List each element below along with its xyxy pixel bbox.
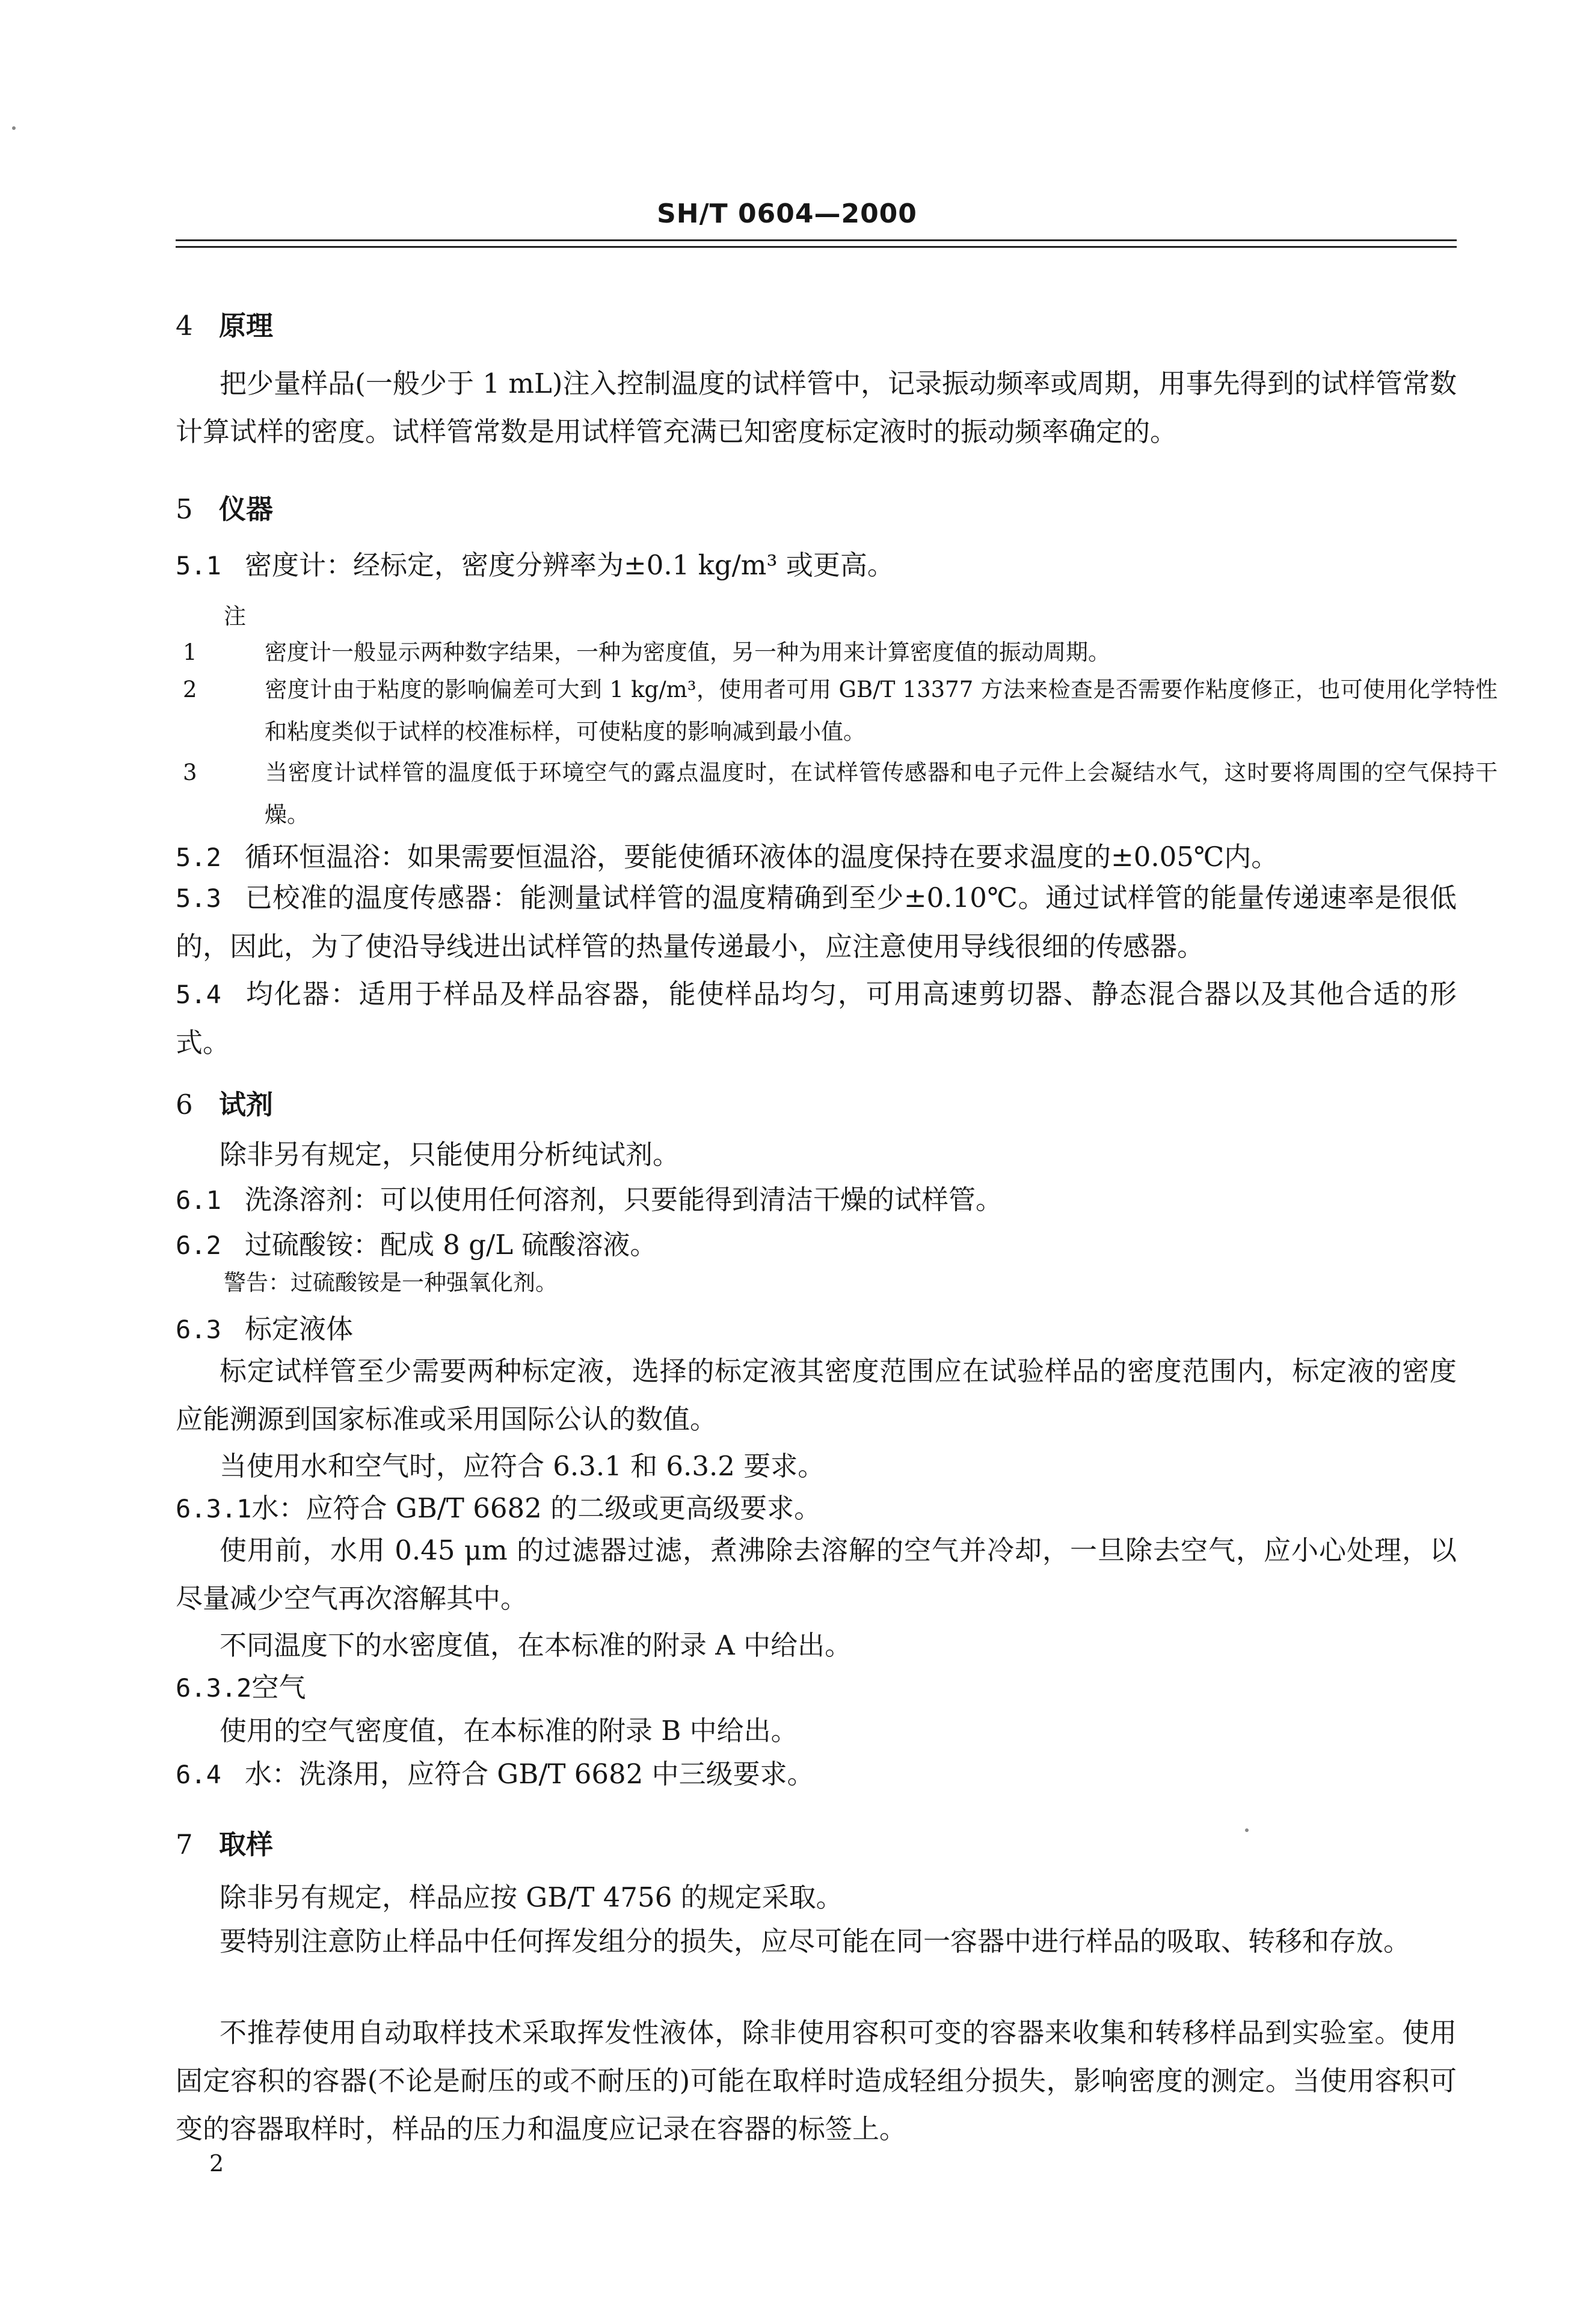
clause-number: 6.2 (176, 1231, 221, 1260)
note-2 (183, 669, 1498, 753)
note-text: 当密度计试样管的温度低于环境空气的露点温度时，在试样管传感器和电子元件上会凝结水气，这时要将周围的空气保持干燥。 (265, 760, 1498, 828)
section-7-paragraph-2: 要特别注意防止样品中任何挥发组分的损失，应尽可能在同一容器中进行样品的吸取、转移和存放。 (220, 1925, 1411, 1957)
note-text: 密度计由于粘度的影响偏差可大到 1 kg/m³，使用者可用 GB/T 13377 方法来检查是否需要作粘度修正，也可使用化学特性和粘度类似于试样的校准标样，可使粘度的影响减到最小值。 (265, 677, 1498, 745)
clause-5-1 (176, 541, 1457, 590)
note-number: 3 (183, 760, 197, 785)
clause-text: 水：洗涤用，应符合 GB/T 6682 中三级要求。 (245, 1758, 814, 1790)
clause-text: 水：应符合 GB/T 6682 的二级或更高级要求。 (251, 1492, 822, 1524)
clause-number: 5.4 (176, 980, 221, 1009)
clause-6-3 (176, 1305, 1457, 1354)
section-number: 5 (176, 493, 193, 525)
clause-text: 均化器：适用于样品及样品容器，能使样品均匀，可用高速剪切器、静态混合器以及其他合适的形式。 (176, 978, 1457, 1059)
clause-6-3-1-paragraph-1: 使用前，水用 0.45 μm 的过滤器过滤，煮沸除去溶解的空气并冷却，一旦除去空气，应小心处理，以尽量减少空气再次溶解其中。 (176, 1534, 1457, 1614)
clause-text: 循环恒温浴：如果需要恒温浴，要能使循环液体的温度保持在要求温度的±0.05℃内。 (245, 841, 1279, 873)
clause-number: 6.4 (176, 1760, 221, 1789)
section-title: 试剂 (219, 1089, 274, 1120)
section-5-heading (176, 487, 1457, 526)
clause-6-3-1 (176, 1484, 1457, 1533)
clause-6-1 (176, 1176, 1457, 1225)
scan-speck (1245, 1828, 1249, 1832)
section-title: 仪器 (219, 493, 274, 525)
clause-5-3 (176, 874, 1457, 971)
page-number: 2 (209, 2150, 224, 2177)
section-title: 原理 (219, 310, 274, 342)
clause-text: 密度计：经标定，密度分辨率为±0.1 kg/m³ 或更高。 (245, 549, 894, 581)
header-rule-thick (176, 239, 1457, 241)
section-7-heading (176, 1822, 1457, 1861)
section-7-paragraph-3: 不推荐使用自动取样技术采取挥发性液体，除非使用容积可变的容器来收集和转移样品到实验室。使用固定容积的容器(不论是耐压的或不耐压的)可能在取样时造成轻组分损失，影响密度的测定。当使用容积可变的容器取样时，样品的压力和温度应记录在容器的标签上。 (176, 2017, 1457, 2145)
clause-number: 6.3 (176, 1315, 221, 1344)
clause-number: 6.1 (176, 1185, 221, 1215)
clause-6-3-paragraph-2: 当使用水和空气时，应符合 6.3.1 和 6.3.2 要求。 (220, 1450, 825, 1482)
note-number: 1 (183, 639, 197, 665)
section-title: 取样 (219, 1828, 274, 1860)
clause-5-4 (176, 970, 1457, 1067)
warning-note: 警告：过硫酸铵是一种强氧化剂。 (224, 1270, 558, 1296)
clause-6-4 (176, 1750, 1457, 1799)
clause-text: 已校准的温度传感器：能测量试样管的温度精确到至少±0.10℃。通过试样管的能量传递速率是很低的，因此，为了使沿导线进出试样管的热量传递最小，应注意使用导线很细的传感器。 (176, 882, 1457, 962)
note-label: 注 (224, 603, 246, 629)
clause-number: 5.3 (176, 884, 221, 913)
clause-number: 5.1 (176, 551, 221, 580)
clause-6-3-1-paragraph-2: 不同温度下的水密度值，在本标准的附录 A 中给出。 (220, 1629, 852, 1661)
scan-speck (12, 126, 16, 130)
clause-number: 6.3.2 (176, 1673, 252, 1703)
section-number: 6 (176, 1089, 193, 1120)
section-6-intro: 除非另有规定，只能使用分析纯试剂。 (220, 1139, 680, 1170)
clause-6-3-2 (176, 1664, 1457, 1712)
note-1 (183, 632, 1498, 674)
clause-6-3-2-paragraph: 使用的空气密度值，在本标准的附录 B 中给出。 (220, 1715, 798, 1747)
section-6-heading (176, 1083, 1457, 1122)
section-number: 7 (176, 1828, 193, 1860)
section-number: 4 (176, 310, 193, 342)
note-text: 密度计一般显示两种数字结果，一种为密度值，另一种为用来计算密度值的振动周期。 (265, 639, 1110, 665)
section-4-paragraph: 把少量样品(一般少于 1 mL)注入控制温度的试样管中，记录振动频率或周期，用事先得到的试样管常数计算试样的密度。试样管常数是用试样管充满已知密度标定液时的振动频率确定的。 (176, 367, 1457, 447)
note-number: 2 (183, 677, 197, 702)
clause-number: 5.2 (176, 843, 221, 872)
clause-text: 标定液体 (245, 1313, 354, 1345)
clause-6-3-paragraph-1: 标定试样管至少需要两种标定液，选择的标定液其密度范围应在试验样品的密度范围内，标定液的密度应能溯源到国家标准或采用国际公认的数值。 (176, 1355, 1457, 1435)
clause-text: 空气 (251, 1671, 306, 1703)
clause-text: 洗涤溶剂：可以使用任何溶剂，只要能得到清洁干燥的试样管。 (245, 1184, 1003, 1216)
section-7-paragraph-1: 除非另有规定，样品应按 GB/T 4756 的规定采取。 (220, 1881, 843, 1913)
header-rule-thin (176, 246, 1457, 248)
section-4-heading (176, 304, 1457, 343)
clause-number: 6.3.1 (176, 1494, 252, 1523)
clause-text: 过硫酸铵：配成 8 g/L 硫酸溶液。 (245, 1229, 657, 1261)
running-header: SH/T 0604—2000 (657, 198, 917, 229)
note-3 (183, 752, 1498, 836)
